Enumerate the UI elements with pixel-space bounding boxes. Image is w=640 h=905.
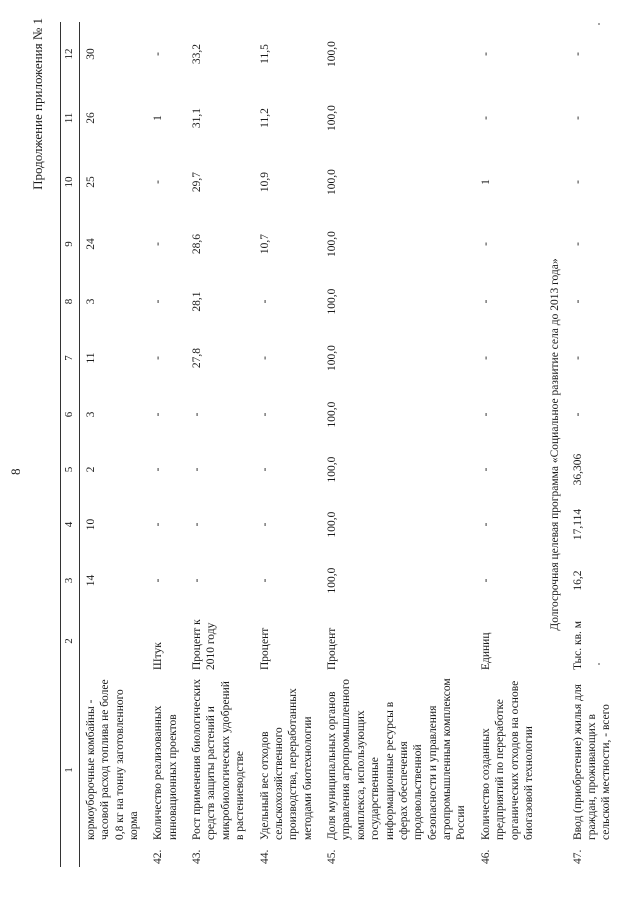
value-cell: -: [152, 180, 165, 184]
header-col-11: 11: [61, 86, 80, 150]
value-cell: -: [152, 522, 165, 527]
unit-cell: Процент: [326, 627, 338, 670]
value-cell: 11: [84, 352, 97, 364]
header-col-2: 2: [61, 609, 80, 673]
value-cell: 30: [84, 48, 97, 60]
value-cell: -: [479, 356, 492, 360]
unit-cell: Процент: [258, 627, 271, 670]
value-cell: -: [152, 467, 165, 472]
value-cell: 1: [479, 179, 492, 185]
scan-speck: [598, 23, 600, 25]
value-cell: 100,0: [326, 288, 338, 315]
indicator-name: Количество реализованных инновационных проектов: [152, 705, 179, 840]
header-col-1: 1: [61, 673, 80, 867]
value-cell: -: [152, 412, 165, 417]
value-cell: 24: [84, 238, 97, 250]
indicator-name: кормоуборочные комбайны - часовой расход топлива не более 0,8 кг на тонну заготовленного корма: [84, 679, 140, 840]
header-col-5: 5: [61, 442, 80, 497]
row-number: 47.: [571, 849, 584, 864]
table-body: [79, 22, 620, 867]
value-cell: 36,306: [571, 453, 584, 486]
value-cell: -: [152, 299, 165, 304]
row-number: 42.: [152, 849, 165, 864]
value-cell: -: [258, 522, 271, 527]
value-cell: -: [152, 242, 165, 246]
value-cell: 3: [84, 298, 97, 305]
section-title: Долгосрочная целевая программа «Социальное развитие села до 2013 года»: [549, 258, 562, 631]
value-cell: -: [258, 578, 271, 583]
row-number: 45.: [326, 849, 338, 864]
value-cell: -: [152, 52, 165, 56]
value-cell: -: [191, 412, 203, 417]
value-cell: 14: [84, 574, 97, 587]
header-col-7: 7: [61, 329, 80, 387]
header-col-6: 6: [61, 387, 80, 442]
indicator-name: Удельный вес отходов сельскохозяйственного производства, переработанных методами биотехнологии: [258, 688, 314, 840]
value-cell: -: [258, 356, 271, 360]
header-col-8: 8: [61, 274, 80, 329]
value-cell: 28,1: [191, 291, 203, 312]
table-row: [147, 22, 186, 867]
value-cell: -: [571, 412, 584, 417]
value-cell: -: [479, 52, 492, 56]
table-row: [79, 22, 147, 867]
section-row: [542, 22, 566, 867]
value-cell: -: [479, 578, 492, 583]
row-number: 44.: [258, 849, 271, 864]
value-cell: 27,8: [191, 347, 203, 369]
table-row: [254, 22, 322, 867]
value-cell: 28,6: [191, 233, 203, 255]
value-cell: 3: [84, 411, 97, 418]
value-cell: -: [571, 242, 584, 246]
value-cell: -: [479, 299, 492, 304]
indicator-name: Рост применения биологических средств защиты растений и микробиологических удобрений в растениеводстве: [191, 678, 247, 840]
row-number: 43.: [191, 849, 203, 864]
value-cell: 100,0: [326, 511, 338, 538]
value-cell: 25: [84, 176, 97, 188]
value-cell: 100,0: [326, 456, 338, 483]
value-cell: 100,0: [326, 345, 338, 371]
value-cell: -: [258, 412, 271, 417]
value-cell: -: [479, 522, 492, 527]
value-cell: 16,2: [571, 570, 584, 591]
value-cell: 100,0: [326, 41, 338, 67]
value-cell: 100,0: [326, 401, 338, 428]
indicators-table: [60, 22, 620, 867]
value-cell: 33,2: [191, 43, 203, 65]
row-number: [79, 843, 147, 867]
value-cell: 100,0: [326, 105, 338, 131]
value-cell: -: [571, 299, 584, 304]
continuation-caption: Продолжение приложения № 1: [30, 18, 45, 190]
value-cell: 31,1: [191, 107, 203, 129]
value-cell: 10,7: [258, 233, 271, 255]
value-cell: -: [479, 467, 492, 472]
page-number: 8: [8, 468, 23, 475]
value-cell: -: [479, 116, 492, 120]
value-cell: -: [258, 299, 271, 304]
unit-cell: Тыс. кв. м: [571, 620, 584, 670]
indicator-name: Ввод (приобретение) жилья для граждан, проживающих в сельской местности, - всего: [571, 684, 613, 840]
value-cell: 2: [84, 466, 97, 473]
value-cell: -: [479, 242, 492, 246]
value-cell: 100,0: [326, 231, 338, 257]
value-cell: -: [479, 412, 492, 417]
header-col-9: 9: [61, 214, 80, 274]
indicator-name: Количество созданных предприятий по переработке органических отходов на основе биогазовой технологии: [479, 680, 535, 840]
unit-cell: Процент к 2010 году: [191, 619, 218, 670]
value-cell: 100,0: [326, 567, 338, 594]
value-cell: 29,7: [191, 171, 203, 193]
header-row: [61, 22, 80, 867]
value-cell: 17,114: [571, 508, 584, 541]
table-row: [321, 22, 475, 867]
unit-cell: Единиц: [479, 632, 492, 670]
value-cell: -: [191, 522, 203, 527]
value-cell: -: [571, 180, 584, 184]
header-col-12: 12: [61, 22, 80, 86]
header-col-10: 10: [61, 150, 80, 214]
value-cell: 11,5: [258, 44, 271, 64]
value-cell: 11,2: [258, 108, 271, 128]
table-row: [475, 22, 543, 867]
table-row: [567, 22, 620, 867]
unit-cell: Штук: [152, 642, 165, 670]
value-cell: 10,9: [258, 171, 271, 193]
table-row: [186, 22, 254, 867]
unit-cell: [79, 609, 147, 673]
value-cell: -: [571, 356, 584, 360]
value-cell: 26: [84, 112, 97, 124]
value-cell: 10: [84, 518, 97, 531]
value-cell: -: [152, 356, 165, 360]
header-col-3: 3: [61, 552, 80, 609]
value-cell: -: [191, 467, 203, 472]
value-cell: -: [191, 578, 203, 583]
scan-speck: [598, 663, 600, 665]
value-cell: -: [571, 52, 584, 56]
row-number: 46.: [479, 849, 492, 864]
value-cell: -: [152, 578, 165, 583]
indicator-name: Доля муниципальных органов управления агропромышленного комплекса, использующих государственные информационные ресурсы в сферах обеспечения продовольственной безопасности и управления агропромышленным комплексом России: [326, 678, 468, 840]
value-cell: -: [571, 116, 584, 120]
header-col-4: 4: [61, 497, 80, 552]
value-cell: 1: [152, 115, 165, 121]
value-cell: 100,0: [326, 169, 338, 195]
value-cell: -: [258, 467, 271, 472]
